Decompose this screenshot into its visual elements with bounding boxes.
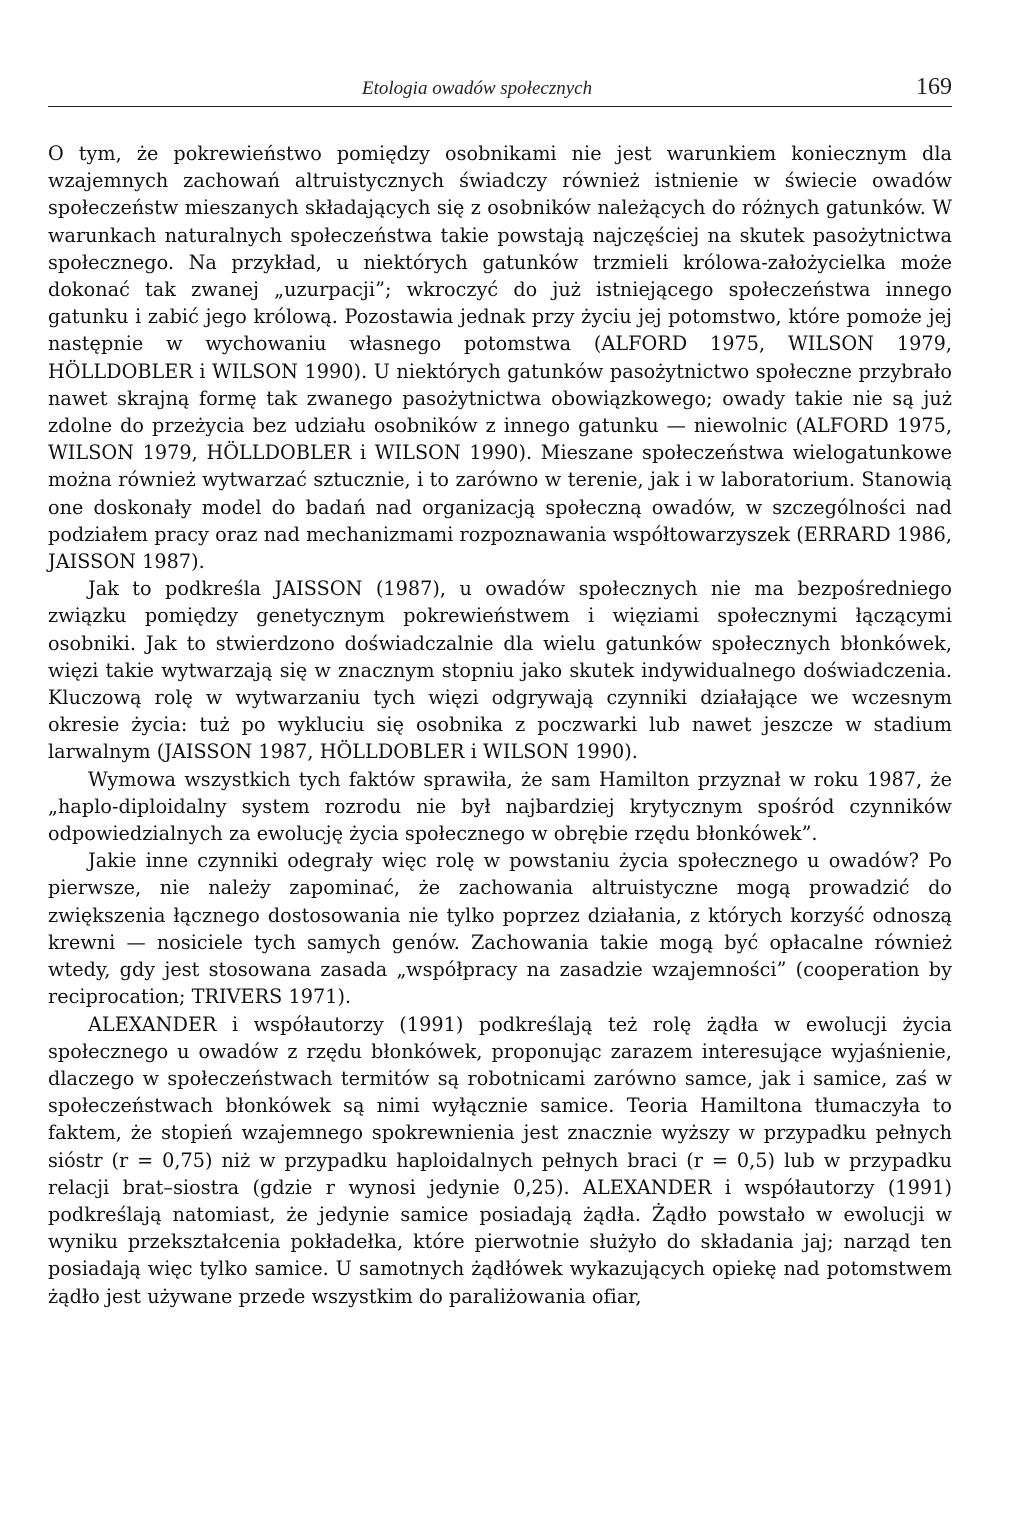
page-number: 169 xyxy=(916,74,952,100)
running-title: Etologia owadów społecznych xyxy=(362,78,593,99)
paragraph: Jakie inne czynniki odegrały więc rolę w powstaniu życia społecznego u owadów? Po pierwsze, nie należy zapominać, że zachowania altruistyczne mogą prowadzić do zwiększenia łącznego dostosowania nie tylko poprzez działania, z których korzyść odnoszą krewni — nosiciele tych samych genów. Zachowania takie mogą być opłacalne również wtedy, gdy jest stosowana zasada „współpracy na zasadzie wzajemności” (cooperation by reciprocation; TRIVERS 1971). xyxy=(48,849,952,1009)
paragraph: Wymowa wszystkich tych faktów sprawiła, że sam Hamilton przyznał w roku 1987, że „haplo-diploidalny system rozrodu nie był najbardziej krytycznym spośród czynników odpowiedzialnych za ewolucję życia społecznego w obrębie rzędu błonkówek”. xyxy=(48,767,952,846)
body-text xyxy=(48,140,952,1310)
paragraph: Jak to podkreśla JAISSON (1987), u owadów społecznych nie ma bezpośredniego związku pomiędzy genetycznym pokrewieństwem i więziami społecznymi łączącymi osobniki. Jak to stwierdzono doświadczalnie dla wielu gatunków społecznych błonkówek, więzi takie wytwarzają się w znacznym stopniu jako skutek indywidualnego doświadczenia. Kluczową rolę w wytwarzaniu tych więzi odgrywają czynniki działające we wczesnym okresie życia: tuż po wykluciu się osobnika z poczwarki lub nawet jeszcze w stadium larwalnym (JAISSON 1987, HÖLLDOBLER i WILSON 1990). xyxy=(48,577,952,764)
running-header xyxy=(48,74,952,107)
paragraph: ALEXANDER i współautorzy (1991) podkreślają też rolę żądła w ewolucji życia społecznego u owadów z rzędu błonkówek, proponując zarazem interesujące wyjaśnienie, dlaczego w społeczeństwach termitów są robotnicami zarówno samce, jak i samice, zaś w społeczeństwach błonkówek są nimi wyłącznie samice. Teoria Hamiltona tłumaczyła to faktem, że stopień wzajemnego spokrewnienia jest znacznie wyższy w przypadku pełnych sióstr (r = 0,75) niż w przypadku haploidalnych pełnych braci (r = 0,5) lub w przypadku relacji brat–siostra (gdzie r wynosi jedynie 0,25). ALEXANDER i współautorzy (1991) podkreślają natomiast, że jedynie samice posiadają żądła. Żądło powstało w ewolucji w wyniku przekształcenia pokładełka, które pierwotnie służyło do składania jaj; narząd ten posiadają więc tylko samice. U samotnych żądłówek wykazujących opiekę nad potomstwem żądło jest używane przede wszystkim do paraliżowania ofiar, xyxy=(48,1012,952,1308)
paragraph: O tym, że pokrewieństwo pomiędzy osobnikami nie jest warunkiem koniecznym dla wzajemnych zachowań altruistycznych świadczy również istnienie w świecie owadów społeczeństw mieszanych składających się z osobników należących do różnych gatunków. W warunkach naturalnych społeczeństwa takie powstają najczęściej na skutek pasożytnictwa społecznego. Na przykład, u niektórych gatunków trzmieli królowa-założycielka może dokonać tak zwanej „uzurpacji”; wkroczyć do już istniejącego społeczeństwa innego gatunku i zabić jego królową. Pozostawia jednak przy życiu jej potomstwo, które pomoże jej następnie w wychowaniu własnego potomstwa (ALFORD 1975, WILSON 1979, HÖLLDOBLER i WILSON 1990). U niektórych gatunków pasożytnictwo społeczne przybrało nawet skrajną formę tak zwanego pasożytnictwa obowiązkowego; owady takie nie są już zdolne do przeżycia bez udziału osobników z innego gatunku — niewolnic (ALFORD 1975, WILSON 1979, HÖLLDOBLER i WILSON 1990). Mieszane społeczeństwa wielogatunkowe można również wytwarzać sztucznie, i to zarówno w terenie, jak i w laboratorium. Stanowią one doskonały model do badań nad organizacją społeczną owadów, w szczególności nad podziałem pracy oraz nad mechanizmami rozpoznawania współtowarzyszek (ERRARD 1986, JAISSON 1987). xyxy=(48,142,952,574)
book-page xyxy=(48,0,952,1536)
